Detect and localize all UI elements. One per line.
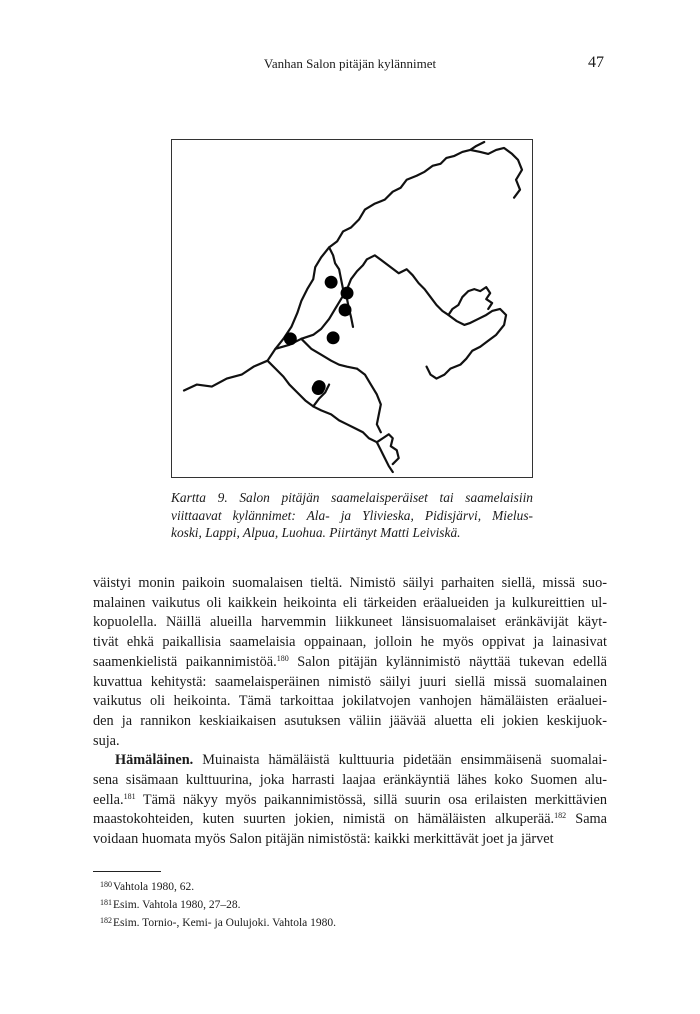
caption-line: Kartta 9. Salon pitäjän saamelaisperäiset tai saamelaisiin xyxy=(171,490,533,505)
footnotes xyxy=(93,877,336,931)
text-run: maastokohteiden, kuten suurten jokien, nimistä on hämäläisten alkuperää. xyxy=(93,811,555,828)
footnote-ref[interactable]: 180 xyxy=(276,653,289,663)
footnote xyxy=(93,877,336,895)
text-line xyxy=(93,751,607,771)
village-marker xyxy=(325,276,338,289)
caption-line: koski, Lappi, Alpua, Luohua. Piirtänyt Matti Leiviskä. xyxy=(171,525,461,540)
river-middle xyxy=(275,255,506,378)
text-run: Muinaista hämäläistä kulttuuria pidetään ensimmäisenä suomalai- xyxy=(193,752,607,769)
text-line: malainen vaikutus oli kaikkein heikointa eli tärkeiden eräalueiden ja kulkureittien ul- xyxy=(93,594,607,611)
footnote-text: Vahtola 1980, 62. xyxy=(113,881,195,893)
text-line: kopuolella. Näillä alueilla harvemmin liikkuneet länsisuomalaiset eränkävijät käyt- xyxy=(93,614,607,631)
footnote-number: 181 xyxy=(100,898,112,907)
page-number: 47 xyxy=(588,54,604,71)
lake-shore xyxy=(448,287,492,315)
river-east-tributary xyxy=(357,369,381,433)
text-line: vaikutus oli heikointa. Tämä tarkoittaa jokilatvojen vanhojen hämäläisten eräaluei- xyxy=(93,693,607,710)
text-line: voidaan huomata myös Salon pitäjän nimistöstä: kaikki merkittävät joet ja järvet xyxy=(93,831,554,848)
river-inner xyxy=(301,339,357,369)
village-marker xyxy=(341,287,354,300)
text-run: Tämä näkyy myös paikannimistössä, sillä suurin osa erilaisten merkittävien xyxy=(135,791,607,808)
footnote xyxy=(93,895,336,913)
village-marker xyxy=(327,331,340,344)
river-north-branch xyxy=(470,148,522,198)
text-line xyxy=(93,791,607,811)
text-line: suja. xyxy=(93,732,120,749)
river-map xyxy=(172,140,532,477)
body-text xyxy=(93,574,607,850)
section-heading: Hämäläinen. xyxy=(115,752,194,769)
village-marker xyxy=(284,332,297,345)
footnote-number: 182 xyxy=(100,916,112,925)
footnote-number: 180 xyxy=(100,880,112,889)
caption-line: viittaavat kylännimet: Ala- ja Ylivieska, Pidisjärvi, Mielus- xyxy=(171,507,533,523)
footnote-ref[interactable]: 182 xyxy=(554,811,567,821)
map-figure xyxy=(171,139,533,478)
text-line: den ja rannikon keskiaikaisen asutuksen väliin jäävää aluetta eli jokien keskijuok- xyxy=(93,712,607,729)
text-line xyxy=(93,810,607,830)
text-line: tivät ehkä paikallisia saamelaisia oppainaan, jolloin he myös oppivat ja lainasivat xyxy=(93,634,607,651)
footnote-text: Esim. Tornio-, Kemi- ja Oulujoki. Vahtola 1980. xyxy=(113,917,336,929)
village-marker xyxy=(339,304,352,317)
text-line: väistyi monin paikoin suomalaisen tieltä. Nimistö säilyi parhaiten siellä, missä suo- xyxy=(93,575,607,591)
footnote-ref[interactable]: 181 xyxy=(123,791,136,801)
footnote-rule xyxy=(93,871,161,872)
running-head: Vanhan Salon pitäjän kylännimet xyxy=(263,56,437,71)
text-run: saamenkielistä paikannimistöä. xyxy=(93,653,277,670)
river-south xyxy=(268,361,393,472)
text-line: sena sisämaan kulttuurina, joka harrasti laajaa eränkäyntiä lähes koko Suomen alu- xyxy=(93,772,607,789)
footnote xyxy=(93,913,336,931)
village-marker xyxy=(312,382,325,395)
text-line: kuvattua kehitystä: saamelaisperäinen nimistö säilyi juuri siellä missä suomalainen xyxy=(93,673,607,690)
text-run: Salon pitäjän kylännimistö näyttää tukevan edellä xyxy=(288,653,607,670)
text-line xyxy=(93,653,607,673)
text-run: eella. xyxy=(93,791,124,808)
map-caption xyxy=(171,489,533,542)
text-run: Sama xyxy=(566,811,608,828)
footnote-text: Esim. Vahtola 1980, 27–28. xyxy=(113,899,241,911)
river-north xyxy=(184,142,484,391)
